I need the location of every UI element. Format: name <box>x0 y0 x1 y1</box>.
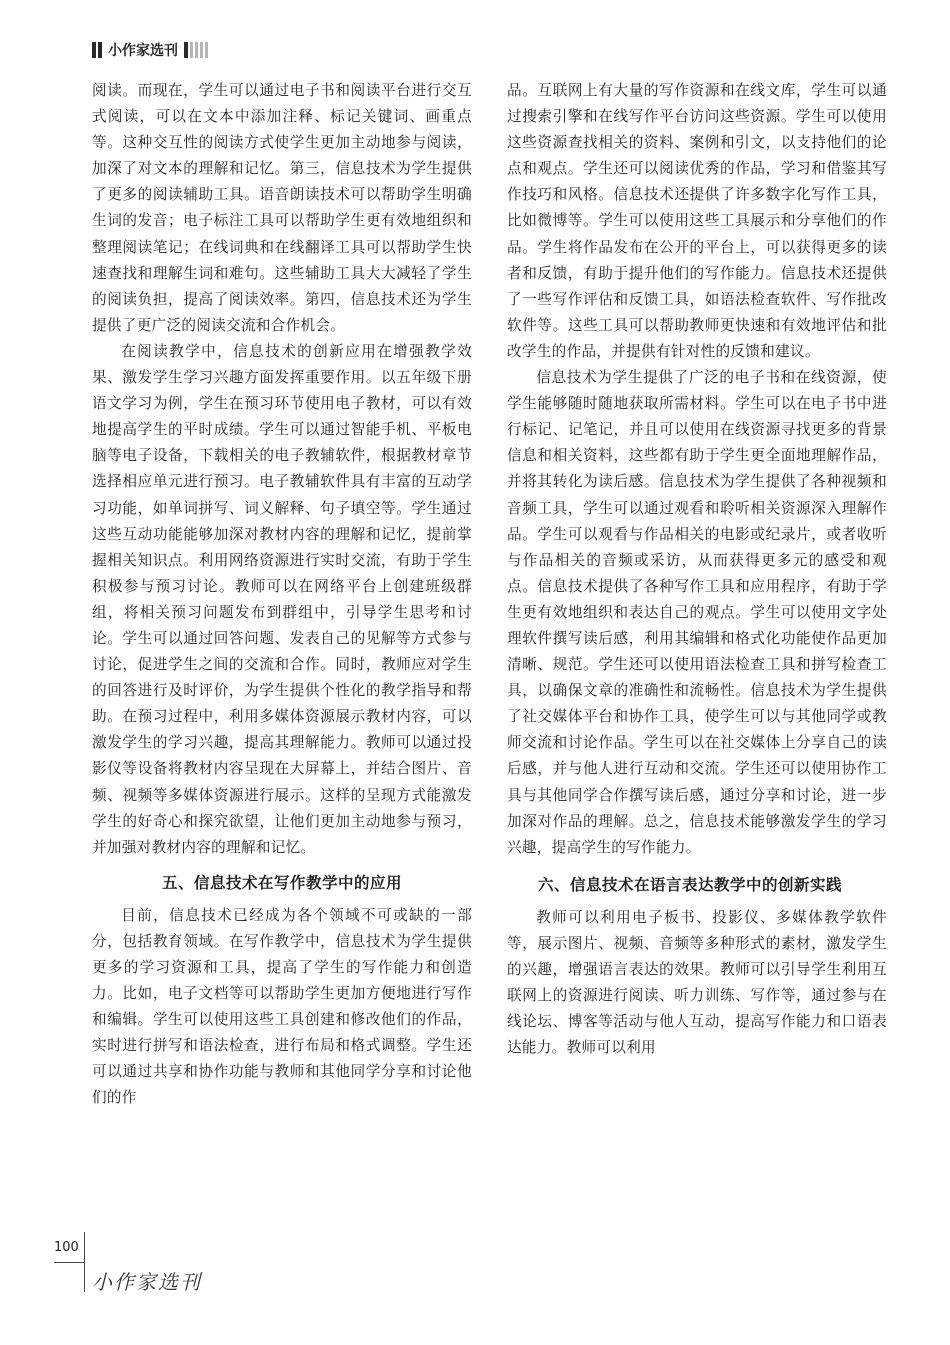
left-paragraph-3: 目前，信息技术已经成为各个领域不可或缺的一部分，包括教育领域。在写作教学中，信息技术为学生提供更多的学习资源和工具，提高了学生的写作能力和创造力。比如，电子文档等可以帮助学生更加方便地进行写作和编辑。学生可以使用这些工具创建和修改他们的作品，实时进行拼写和语法检查，进行布局和格式调整。学生还可以通过共享和协作功能与教师和其他同学分享和讨论他们的作 <box>92 906 472 1107</box>
left-column <box>92 78 472 1112</box>
section-heading-5: 五、信息技术在写作教学中的应用 <box>161 873 402 892</box>
right-paragraph-2: 信息技术为学生提供了广泛的电子书和在线资源，使学生能够随时随地获取所需材料。学生可以在电子书中进行标记、记笔记，并且可以使用在线资源寻找更多的背景信息和相关资料，这些都有助于学生更全面地理解作品，并将其转化为读后感。信息技术为学生提供了各种视频和音频工具，学生可以通过观看和聆听相关资源深入理解作品。学生可以观看与作品相关的电影或纪录片，或者收听与作品相关的音频或采访，从而获得更多元的感受和观点。信息技术提供了各种写作工具和应用程序，有助于学生更有效地组织和表达自己的观点。学生可以使用文字处理软件撰写读后感，利用其编辑和格式化功能使作品更加清晰、规范。学生还可以使用语法检查工具和拼写检查工具，以确保文章的准确性和流畅性。信息技术为学生提供了社交媒体平台和协作工具，使学生可以与其他同学或教师交流和讨论作品。学生可以在社交媒体上分享自己的读后感，并与他人进行互动和交流。学生还可以使用协作工具与其他同学合作撰写读后感，通过分享和讨论，进一步加深对作品的理解。总之，信息技术能够激发学生的学习兴趣，提高学生的写作能力。 <box>507 369 887 856</box>
footer-logo: 小作家选刊 <box>92 1270 202 1294</box>
header-bars-left <box>92 42 102 58</box>
section-heading-6: 六、信息技术在语言表达教学中的创新实践 <box>538 875 843 894</box>
right-column <box>507 78 887 1061</box>
running-header <box>92 40 208 60</box>
left-paragraph-2: 在阅读教学中，信息技术的创新应用在增强教学效果、激发学生学习兴趣方面发挥重要作用。以五年级下册语文学习为例，学生在预习环节使用电子教材，可以有效地提高学生的平时成绩。学生可以通过智能手机、平板电脑等电子设备，下载相关的电子教辅软件，根据教材章节选择相应单元进行预习。电子教辅软件具有丰富的互动学习功能，如单词拼写、词义解释、句子填空等。学生通过这些互动功能能够加深对教材内容的理解和记忆，提前掌握相关知识点。利用网络资源进行实时交流，有助于学生积极参与预习讨论。教师可以在网络平台上创建班级群组，将相关预习问题发布到群组中，引导学生思考和讨论。学生可以通过回答问题、发表自己的见解等方式参与讨论，促进学生之间的交流和合作。同时，教师应对学生的回答进行及时评价，为学生提供个性化的教学指导和帮助。在预习过程中，利用多媒体资源展示教材内容，可以激发学生的学习兴趣，提高其理解能力。教师可以通过投影仪等设备将教材内容呈现在大屏幕上，并结合图片、音频、视频等多媒体资源进行展示。这样的呈现方式能激发学生的好奇心和探究欲望，让他们更加主动地参与预习，并加强对教材内容的理解和记忆。 <box>92 342 472 856</box>
left-paragraph-1: 阅读。而现在，学生可以通过电子书和阅读平台进行交互式阅读，可以在文本中添加注释、标记关键词、画重点等。这种交互性的阅读方式使学生更加主动地参与阅读，加深了对文本的理解和记忆。第三，信息技术为学生提供了更多的阅读辅助工具。语音朗读技术可以帮助学生明确生词的发音；电子标注工具可以帮助学生更有效地组织和整理阅读笔记；在线词典和在线翻译工具可以帮助学生快速查找和理解生词和难句。这些辅助工具大大减轻了学生的阅读负担，提高了阅读效率。第四，信息技术还为学生提供了更广泛的阅读交流和合作机会。 <box>92 82 472 334</box>
header-bars-right <box>184 42 208 58</box>
right-paragraph-3: 教师可以利用电子板书、投影仪、多媒体教学软件等，展示图片、视频、音频等多种形式的素材，激发学生的兴趣，增强语言表达的效果。教师可以引导学生利用互联网上的资源进行阅读、听力训练、写作等，通过参与在线论坛、博客等活动与他人互动，提高写作能力和口语表达能力。教师可以利用 <box>507 908 887 1057</box>
right-paragraph-1: 品。互联网上有大量的写作资源和在线文库，学生可以通过搜索引擎和在线写作平台访问这些资源。学生可以使用这些资源查找相关的资料、案例和引文，以支持他们的论点和观点。学生还可以阅读优秀的作品，学习和借鉴其写作技巧和风格。信息技术还提供了许多数字化写作工具，比如微博等。学生可以使用这些工具展示和分享他们的作品。学生将作品发布在公开的平台上，可以获得更多的读者和反馈，有助于提升他们的写作能力。信息技术还提供了一些写作评估和反馈工具，如语法检查软件、写作批改软件等。这些工具可以帮助教师更快速和有效地评估和批改学生的作品，并提供有针对性的反馈和建议。 <box>507 82 887 360</box>
journal-title: 小作家选刊 <box>108 43 178 59</box>
footer-rule-horizontal <box>54 1262 85 1263</box>
page-number: 100 <box>54 1240 79 1255</box>
